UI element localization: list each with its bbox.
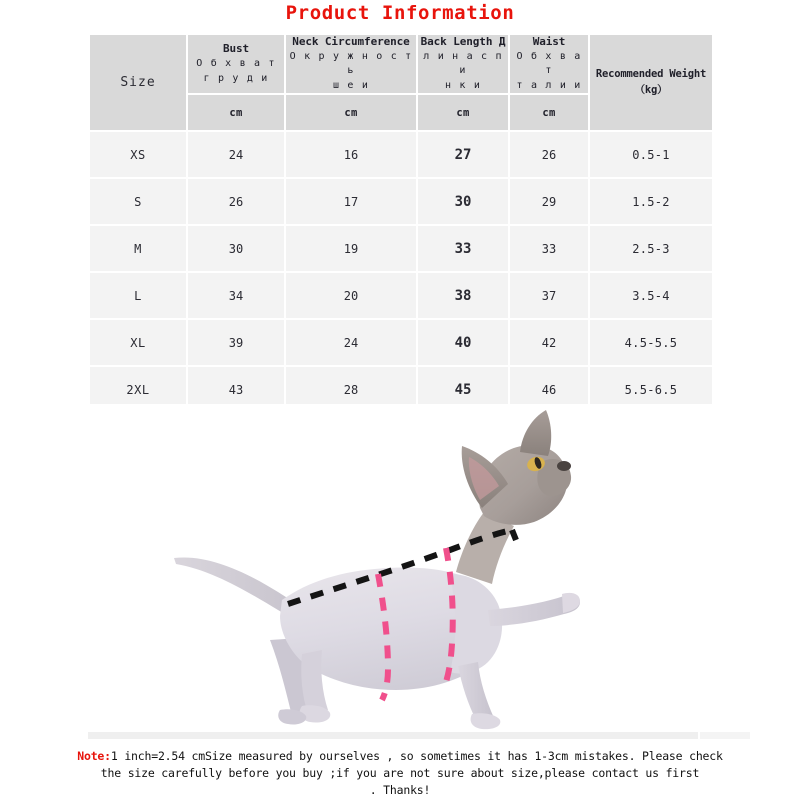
page-title: Product Information — [285, 2, 515, 24]
cell-bust: 26 — [188, 179, 284, 224]
table-row — [90, 132, 712, 177]
sphynx-cat-illustration — [150, 404, 580, 734]
cell-size: XL — [90, 320, 186, 365]
cell-waist: 29 — [510, 179, 588, 224]
header-unit-label-bust: cm — [229, 106, 243, 119]
back-length-line-end-tick — [512, 530, 516, 540]
header-unit-back — [418, 95, 508, 130]
header-label-bust-en: Bust — [222, 42, 250, 56]
cell-bust: 34 — [188, 273, 284, 318]
header-label-bust-ru1: О б х в а т — [196, 58, 276, 70]
cat-nose — [557, 461, 571, 471]
cat-ear-right — [520, 410, 551, 456]
cell-back: 40 — [418, 320, 508, 365]
table-row — [90, 273, 712, 318]
table-row — [90, 179, 712, 224]
cell-neck: 24 — [286, 320, 416, 365]
header-unit-waist — [510, 95, 588, 130]
header-cell-size — [90, 35, 186, 130]
cell-weight: 3.5-4 — [590, 273, 712, 318]
note-line-3: . Thanks! — [369, 783, 431, 797]
header-label-waist-ru1: О б х в а т — [516, 50, 582, 77]
cell-waist: 42 — [510, 320, 588, 365]
table-header-row-names — [90, 35, 712, 93]
table-row — [90, 320, 712, 365]
cell-neck: 17 — [286, 179, 416, 224]
cell-size: S — [90, 179, 186, 224]
header-label-back-en: Back Length Д — [420, 35, 506, 48]
cell-weight: 4.5-5.5 — [590, 320, 712, 365]
photo-bottom-band-alt — [700, 732, 750, 739]
header-cell-bust — [188, 35, 284, 93]
cell-neck: 16 — [286, 132, 416, 177]
table-row — [90, 226, 712, 271]
header-unit-label-neck: cm — [344, 106, 358, 119]
header-unit-bust — [188, 95, 284, 130]
header-label-size: Size — [120, 75, 156, 91]
photo-bottom-band — [88, 732, 698, 739]
product-photo-area — [0, 404, 800, 740]
cell-bust: 39 — [188, 320, 284, 365]
cell-back: 33 — [418, 226, 508, 271]
header-cell-back-length — [418, 35, 508, 93]
cell-back: 45 — [418, 367, 508, 412]
cell-bust: 43 — [188, 367, 284, 412]
header-label-neck-en: Neck Circumference — [292, 35, 410, 48]
cell-weight: 2.5-3 — [590, 226, 712, 271]
header-cell-neck — [286, 35, 416, 93]
cell-size: L — [90, 273, 186, 318]
header-unit-label-back: cm — [456, 106, 470, 119]
cell-back: 38 — [418, 273, 508, 318]
cat-front-paw-extended — [562, 593, 580, 613]
cell-waist: 46 — [510, 367, 588, 412]
header-label-weight-line2: （kg） — [634, 83, 668, 96]
header-cell-waist — [510, 35, 588, 93]
cell-weight: 1.5-2 — [590, 179, 712, 224]
size-table — [88, 33, 714, 414]
cell-weight: 5.5-6.5 — [590, 367, 712, 412]
note-line-1-text: 1 inch=2.54 cmSize measured by ourselves , so sometimes it has 1-3cm mistakes. Please check — [110, 749, 723, 763]
header-label-neck-ru1: О к р у ж н о с т ь — [289, 50, 413, 77]
cell-neck: 20 — [286, 273, 416, 318]
cell-weight: 0.5-1 — [590, 132, 712, 177]
note-line-1 — [0, 748, 800, 765]
header-label-back-ru1: л и н а с п и — [423, 50, 503, 77]
header-label-waist-ru2: т а л и и — [516, 79, 582, 91]
cell-size: M — [90, 226, 186, 271]
cell-waist: 33 — [510, 226, 588, 271]
header-label-weight-line1: Recommended Weight — [595, 67, 707, 80]
header-label-back-ru2: н к и — [444, 79, 482, 91]
cell-bust: 24 — [188, 132, 284, 177]
cell-back: 27 — [418, 132, 508, 177]
cell-neck: 28 — [286, 367, 416, 412]
cat-front-leg-down — [458, 662, 494, 720]
note-label: Note: — [77, 749, 111, 763]
note-block — [0, 748, 800, 799]
size-chart — [88, 33, 712, 414]
header-unit-neck — [286, 95, 416, 130]
header-unit-label-waist: cm — [542, 106, 556, 119]
header-cell-weight — [590, 35, 712, 130]
cell-size: 2XL — [90, 367, 186, 412]
cell-waist: 37 — [510, 273, 588, 318]
header-label-bust-ru2: г р у д и — [203, 72, 269, 84]
header-label-neck-ru2: ш е и — [332, 79, 370, 91]
cell-neck: 19 — [286, 226, 416, 271]
cell-size: XS — [90, 132, 186, 177]
cell-back: 30 — [418, 179, 508, 224]
header-label-waist-en: Waist — [532, 35, 566, 48]
cat-front-paw-down — [471, 713, 501, 729]
cell-waist: 26 — [510, 132, 588, 177]
note-line-2: the size carefully before you buy ;if you are not sure about size,please contact us first — [100, 766, 700, 780]
cell-bust: 30 — [188, 226, 284, 271]
